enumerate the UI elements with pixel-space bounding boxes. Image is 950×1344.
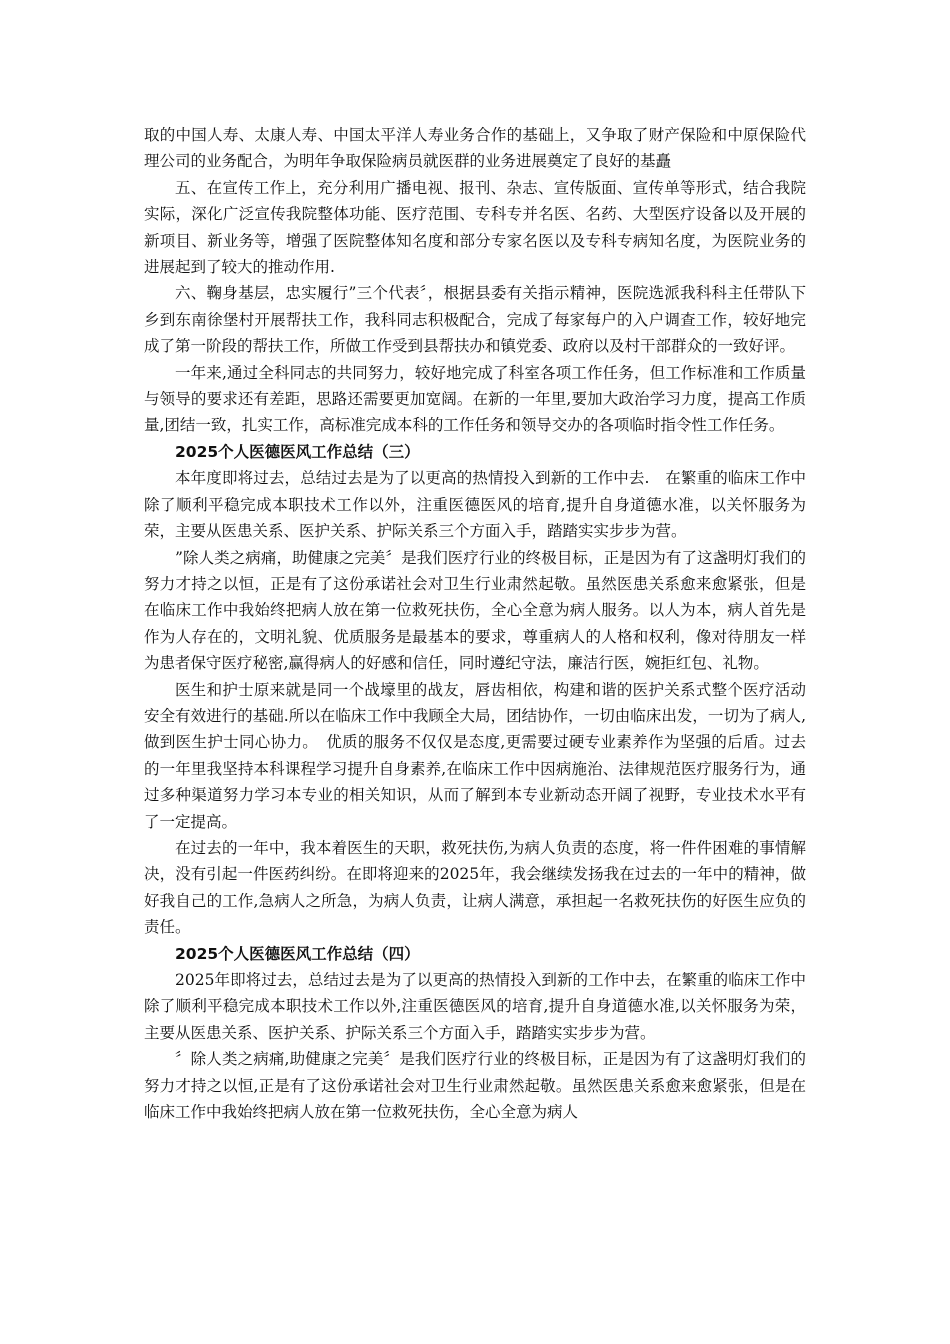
paragraph-year-summary: 一年来,通过全科同志的共同努力，较好地完成了科室各项工作任务，但工作标准和工作质量与领导的要求还有差距，思路还需要更加宽阔。在新的一年里,要加大政治学习力度，提高工作质量,团结一致，扎实工作，高标准完成本科的工作任务和领导交办的各项临时指令性工作任务。 [144, 363, 806, 435]
document-page [144, 122, 806, 1125]
paragraph-three-conclusion: 在过去的一年中，我本着医生的天职，救死扶伤,为病人负责的态度，将一件件困难的事情解决，没有引起一件医药纠纷。在即将迎来的2025年，我会继续发扬我在过去的一年中的精神，做好我自己的工作,急病人之所急，为病人负责，让病人满意，承担起一名救死扶伤的好医生应负的责任。 [144, 838, 806, 937]
section-heading-four: 2025个人医德医风工作总结（四） [175, 944, 420, 963]
paragraph-grassroots-support: 六、鞠身基层，忠实履行”三个代表〞，根据县委有关指示精神，医院选派我科科主任带队下乡到东南徐堡村开展帮扶工作，我科同志积极配合，完成了每家每户的入户调查工作，较好地完成了第一阶段的帮扶工作，所做工作受到县帮扶办和镇党委、政府以及村干部群众的一致好评。 [144, 284, 806, 356]
paragraph-insurance-cooperation: 取的中国人寿、太康人寿、中国太平洋人寿业务合作的基础上，又争取了财产保险和中原保险代理公司的业务配合，为明年争取保险病员就医群的业务进展奠定了良好的基矗 [144, 126, 806, 171]
paragraph-three-patient-relations: ”除人类之病痛，助健康之完美〞是我们医疗行业的终极目标，正是因为有了这盏明灯我们的努力才持之以恒，正是有了这份承诺社会对卫生行业肃然起敬。虽然医患关系愈来愈紧张，但是在临床工作中我始终把病人放在第一位救死扶伤，全心全意为病人服务。以人为本，病人首先是作为人存在的，文明礼貌、优质服务是最基本的要求，尊重病人的人格和权利，像对待朋友一样为患者保守医疗秘密,赢得病人的好感和信任，同时遵纪守法，廉洁行医，婉拒红包、礼物。 [144, 548, 806, 673]
paragraph-four-intro: 2025年即将过去，总结过去是为了以更高的热情投入到新的工作中去，在繁重的临床工作中除了顺利平稳完成本职技术工作以外,注重医德医风的培育,提升自身道德水准,以关怀服务为荣，主要从医患关系、医护关系、护际关系三个方面入手，踏踏实实步步为营。 [144, 971, 806, 1042]
paragraph-publicity-work: 五、在宣传工作上，充分利用广播电视、报刊、杂志、宣传版面、宣传单等形式，结合我院实际，深化广泛宣传我院整体功能、医疗范围、专科专并名医、名药、大型医疗设备以及开展的新项目、新业务等，增强了医院整体知名度和部分专家名医以及专科专病知名度，为医院业务的进展起到了较大的推动作用. [144, 178, 806, 277]
paragraph-three-nurse-relations: 医生和护士原来就是同一个战壕里的战友，唇齿相依，构建和谐的医护关系式整个医疗活动安全有效进行的基础.所以在临床工作中我顾全大局，团结协作，一切由临床出发，一切为了病人,做到医生护士同心协力。 优质的服务不仅仅是态度,更需要过硬专业素养作为坚强的后盾。过去的一年里我坚持本科课程学习提升自身素养,在临床工作中因病施治、法律规范医疗服务行为，通过多种渠道努力学习本专业的相关知识，从而了解到本专业新动态开阔了视野，专业技术水平有了一定提高。 [144, 680, 806, 831]
section-heading-three: 2025个人医德医风工作总结（三） [175, 442, 420, 461]
paragraph-four-patient-relations: 〞除人类之病痛,助健康之完美〞是我们医疗行业的终极目标，正是因为有了这盏明灯我们的努力才持之以恒,正是有了这份承诺社会对卫生行业肃然起敬。虽然医患关系愈来愈紧张，但是在临床工作中我始终把病人放在第一位救死扶伤，全心全意为病人 [144, 1050, 806, 1122]
paragraph-three-intro: 本年度即将过去，总结过去是为了以更高的热情投入到新的工作中去. 在繁重的临床工作中除了顺利平稳完成本职技术工作以外，注重医德医风的培育,提升自身道德水准，以关怀服务为荣，主要从医患关系、医护关系、护际关系三个方面入手，踏踏实实步步为营。 [144, 469, 806, 541]
